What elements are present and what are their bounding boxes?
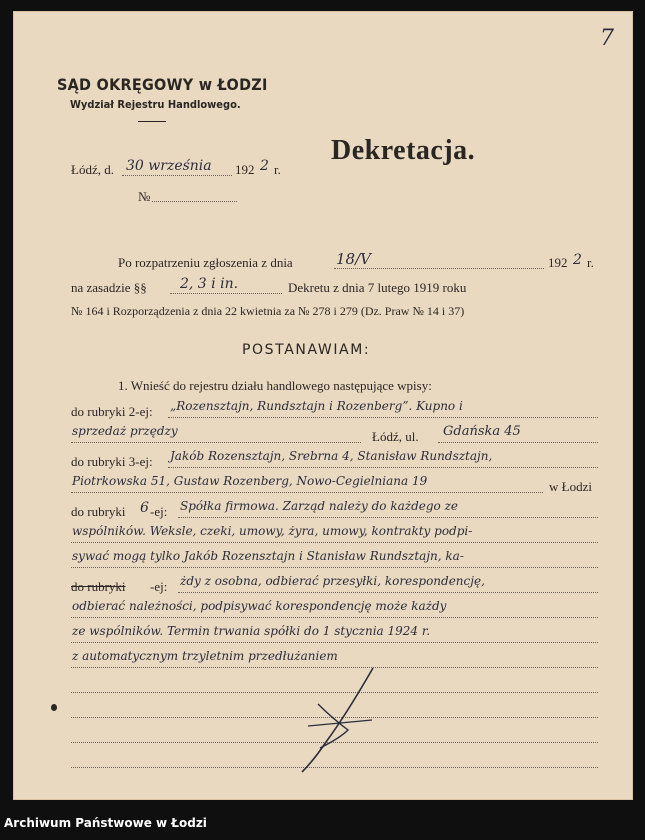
rubric6-label-suffix: -ej:: [150, 504, 168, 519]
item1-text: 1. Wnieść do rejestru działu handlowego następujące wpisy:: [118, 378, 432, 393]
year-handwritten: 2: [260, 158, 269, 174]
line3-text: № 164 i Rozporządzenia z dnia 22 kwietnia za № 278 i 279 (Dz. Praw № 14 i 37): [71, 304, 465, 318]
document-title: Dekretacja.: [331, 135, 476, 166]
rubric6-line5: odbierać należności, podpisywać korespondencję może każdy: [72, 599, 447, 613]
rubric6-line5-underline: [71, 617, 598, 618]
rubric6-line6: ze wspólników. Termin trwania spółki do 1 stycznia 1924 r.: [72, 624, 431, 638]
rubric6-line2: wspólników. Weksle, czeki, umowy, żyra, umowy, kontrakty podpi-: [72, 524, 473, 538]
line1-year-prefix: 192: [548, 255, 568, 270]
number-label: №: [138, 189, 151, 204]
date-underline: [122, 175, 232, 176]
archive-footer: Archiwum Państwowe w Łodzi: [4, 816, 207, 830]
rubric6-line2-underline: [71, 542, 598, 543]
rubric6-line6-underline: [71, 642, 598, 643]
rubric2-label: do rubryki 2-ej:: [71, 404, 153, 419]
rubric6-line4-underline: [178, 592, 598, 593]
line1-year-hand: 2: [573, 252, 582, 268]
rubric2-cont-underline: [71, 442, 361, 443]
line2-suffix: Dekretu z dnia 7 lutego 1919 roku: [288, 280, 467, 295]
court-name: SĄD OKRĘGOWY w ŁODZI: [57, 75, 268, 94]
date-handwritten: 30 września: [126, 158, 212, 174]
line2-underline: [170, 293, 282, 294]
rubric6-line3: sywać mogą tylko Jakób Rozensztajn i Stanisław Rundsztajn, ka-: [72, 549, 464, 563]
lodz-street-value: Gdańska 45: [443, 424, 521, 439]
rubric6-value: Spółka firmowa. Zarząd należy do każdego ze: [180, 499, 458, 513]
city-date-prefix: Łódź, d.: [71, 162, 114, 177]
rubric3-cont-underline: [71, 492, 543, 493]
line2-prefix: na zasadzie §§: [71, 280, 147, 295]
line1-date: 18/V: [336, 250, 371, 268]
line1-underline: [334, 268, 544, 269]
rubric3-label: do rubryki 3-ej:: [71, 454, 153, 469]
street-underline: [438, 442, 598, 443]
rubric6-underline: [178, 517, 598, 518]
year-prefix: 192: [235, 162, 255, 177]
rubric6-line7: z automatycznym trzyletnim przedłużaniem: [72, 649, 338, 663]
struck-suffix: -ej:: [150, 579, 168, 594]
page-number: 7: [600, 26, 614, 51]
w-lodzi: w Łodzi: [549, 479, 592, 494]
rubric6-hand-number: 6: [140, 500, 149, 516]
rubric3-value: Jakób Rozensztajn, Srebrna 4, Stanisław Rundsztajn,: [170, 449, 493, 463]
punch-hole: [51, 704, 57, 711]
rubric2-cont: sprzedaż przędzy: [72, 424, 178, 438]
rubric6-label-prefix: do rubryki: [71, 504, 126, 519]
rubric3-underline: [168, 467, 598, 468]
rubric6-line3-underline: [71, 567, 598, 568]
header-ornament: [138, 121, 166, 122]
struck-label: do rubryki: [71, 579, 126, 594]
line1-suffix: r.: [587, 255, 594, 270]
postanawiam-heading: POSTANAWIAM:: [242, 342, 371, 358]
line2-paragraphs: 2, 3 i in.: [180, 276, 239, 292]
department-name: Wydział Rejestru Handlowego.: [70, 98, 241, 111]
rubric2-underline: [168, 417, 598, 418]
signature: [288, 664, 398, 774]
line1-text: Po rozpatrzeniu zgłoszenia z dnia: [118, 255, 293, 270]
number-underline: [152, 201, 237, 202]
rubric2-value: „Rozensztajn, Rundsztajn i Rozenberg”. Kupno i: [170, 399, 463, 413]
rubric3-cont: Piotrkowska 51, Gustaw Rozenberg, Nowo-Cegielniana 19: [72, 474, 428, 488]
lodz-street-label: Łódź, ul.: [372, 429, 419, 444]
year-suffix: r.: [274, 162, 281, 177]
rubric6-line4: żdy z osobna, odbierać przesyłki, korespondencję,: [180, 574, 485, 588]
